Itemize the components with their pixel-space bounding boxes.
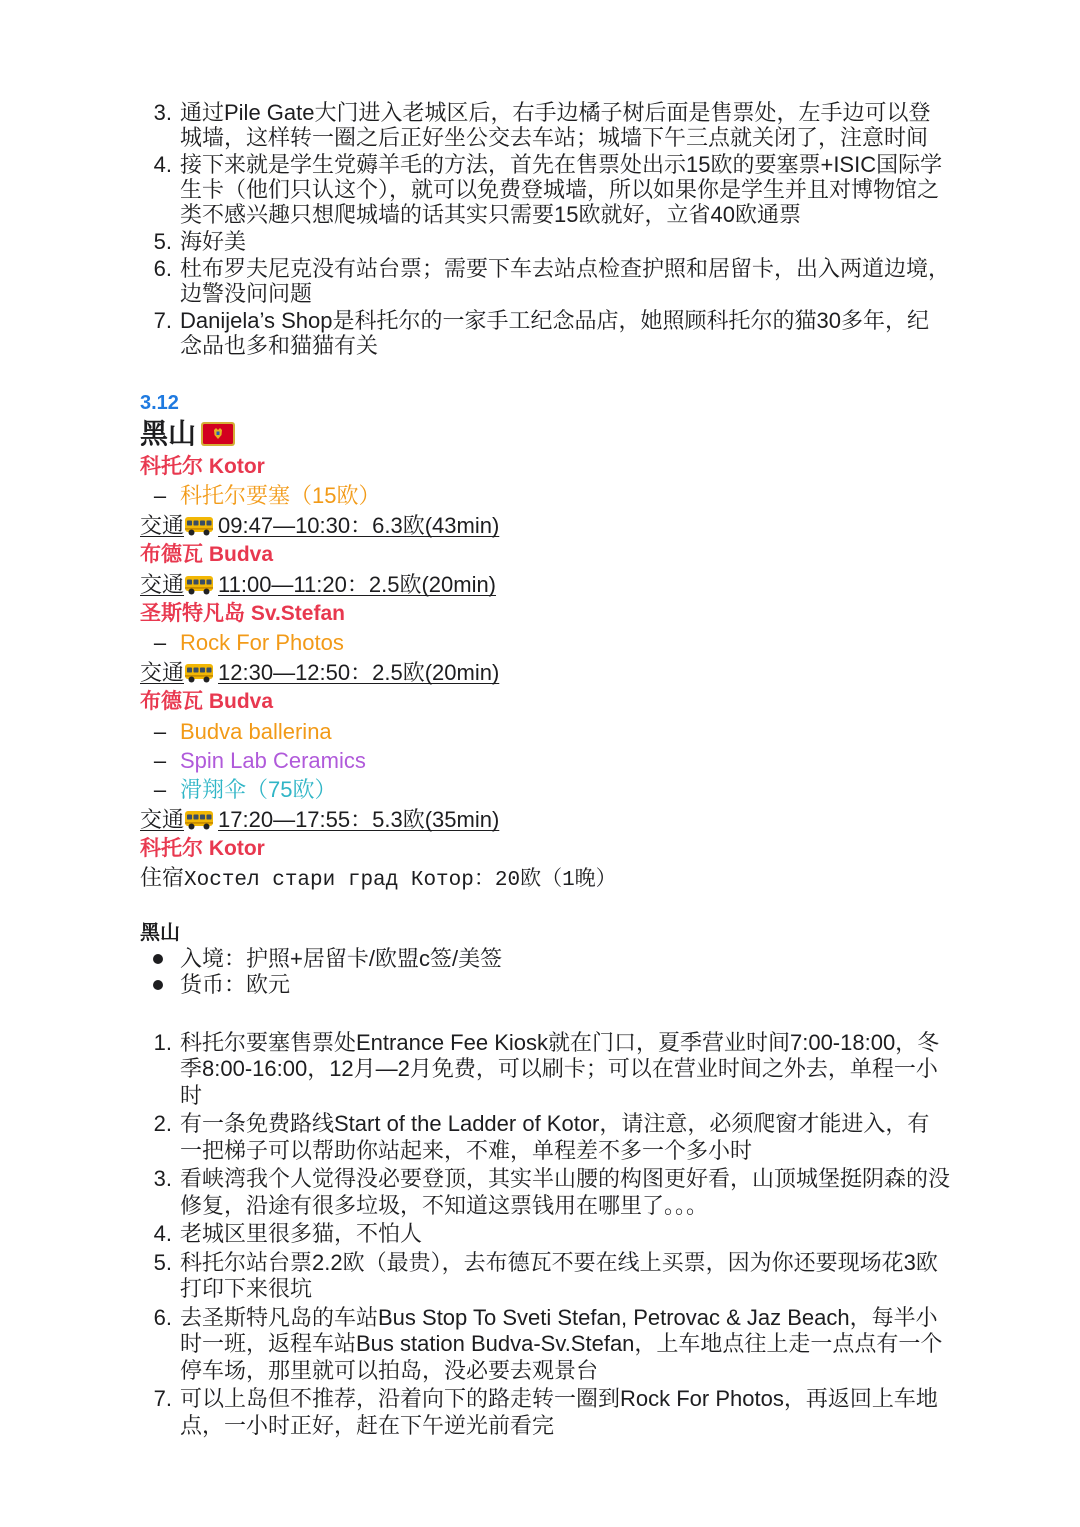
bus-icon [184, 662, 214, 684]
transport-info [140, 660, 499, 685]
list-number: 7. [153, 308, 172, 333]
info-heading: 黑山 [140, 921, 180, 944]
bus-icon [184, 809, 214, 831]
list-text: 老城区里很多猫，不怕人 [180, 1221, 423, 1247]
transport-time: 11:00—11:20：2.5欧(20min) [218, 571, 497, 597]
list-text: 杜布罗夫尼克没有站台票；需要下车去站点检查护照和居留卡，出入两道边境，边警没问问题 [180, 256, 951, 306]
sub-item [140, 775, 950, 804]
list-item [140, 1030, 950, 1110]
country-info [140, 920, 950, 1440]
list-item [140, 229, 950, 254]
place-kotor: 科托尔 Kotor [140, 837, 265, 861]
transport-row [140, 805, 950, 834]
transport-label: 交通 [140, 571, 185, 597]
sub-item [140, 481, 950, 510]
list-number: 7. [153, 1386, 172, 1412]
stay-name: Хостел стари град Котор：20欧（1晚） [184, 869, 617, 893]
place-budva: 布德瓦 Budva [140, 690, 274, 714]
day-date: 3.12 [140, 392, 179, 414]
stay-row [140, 863, 950, 892]
dash-marker: – [153, 747, 167, 773]
list-number: 6. [153, 1304, 172, 1330]
place-kotor: 科托尔 Kotor [140, 455, 265, 478]
transport-time: 12:30—12:50：2.5欧(20min) [218, 659, 500, 685]
transport-row [140, 511, 950, 540]
transport-row [140, 570, 950, 599]
list-item [140, 1386, 950, 1439]
bullet-marker [140, 954, 180, 964]
country-name: 黑山 [140, 418, 197, 449]
country-title [140, 416, 950, 452]
list-number: 2. [153, 1111, 172, 1137]
place-sv-stefan: 圣斯特凡岛 Sv.Stefan [140, 601, 345, 625]
bus-icon [184, 515, 214, 537]
montenegro-flag-icon [201, 422, 235, 446]
list-text: 科托尔要塞售票处Entrance Fee Kiosk就在门口，夏季营业时间7:00-18:00，冬季8:00-16:00，12月—2月免费，可以刷卡；可以在营业时间之外去，单程一小时 [180, 1029, 940, 1108]
stay-label: 住宿 [140, 865, 185, 891]
sub-item-text: Budva ballerina [180, 718, 332, 744]
list-text: 接下来就是学生党薅羊毛的方法，首先在售票处出示15欧的要塞票+ISIC国际学生卡（他们只认这个），就可以免费登城墙，所以如果你是学生并且对博物馆之类不感兴趣只想爬城墙的话其实只需要15欧就好，立省40欧通票 [180, 152, 943, 227]
dash-marker: – [153, 777, 167, 803]
sub-item [140, 628, 950, 657]
sub-item-text: 科托尔要塞（15欧） [180, 483, 381, 509]
transport-label: 交通 [140, 512, 185, 538]
sub-item-text: 滑翔伞（75欧） [180, 777, 337, 803]
list-text: 科托尔站台票2.2欧（最贵），去布德瓦不要在线上买票，因为你还要现场花3欧打印下来很坑 [180, 1249, 938, 1302]
dash-marker: – [153, 630, 167, 656]
list-item [140, 1221, 950, 1248]
bullet-item [140, 972, 950, 998]
sub-item-text: Spin Lab Ceramics [180, 747, 366, 773]
list-item [140, 1166, 950, 1219]
bullet-marker [140, 980, 180, 990]
list-text: 通过Pile Gate大门进入老城区后，右手边橘子树后面是售票处，左手边可以登城墙，这样转一圈之后正好坐公交去车站；城墙下午三点就关闭了，注意时间 [180, 100, 931, 150]
list-item [140, 1250, 950, 1303]
list-item [140, 100, 950, 150]
list-text: Danijela’s Shop是科托尔的一家手工纪念品店，她照顾科托尔的猫30多年，纪念品也多和猫猫有关 [180, 308, 929, 358]
list-item [140, 308, 950, 358]
list-text: 可以上岛但不推荐，沿着向下的路走转一圈到Rock For Photos，再返回上车地点，一小时正好，赶在下午逆光前看完 [180, 1386, 938, 1438]
sub-item [140, 717, 950, 746]
list-item [140, 1305, 950, 1385]
list-number: 3. [153, 1166, 172, 1192]
transport-label: 交通 [140, 659, 185, 685]
sub-item-text: Rock For Photos [180, 630, 344, 656]
transport-time: 09:47—10:30：6.3欧(43min) [218, 512, 500, 538]
list-number: 3. [153, 100, 172, 125]
list-item [140, 256, 950, 306]
transport-row [140, 658, 950, 687]
list-number: 5. [153, 1249, 172, 1275]
list-text: 看峡湾我个人觉得没必要登顶，其实半山腰的构图更好看，山顶城堡挺阴森的没修复，沿途有很多垃圾，不知道这票钱用在哪里了。。。 [180, 1166, 951, 1218]
transport-info [140, 807, 499, 832]
transport-label: 交通 [140, 806, 185, 832]
bullet-text: 货币：欧元 [180, 971, 291, 997]
list-item [140, 1111, 950, 1164]
bullet-text: 入境：护照+居留卡/欧盟c签/美签 [180, 945, 503, 971]
montenegro-tips-list [140, 1030, 950, 1440]
transport-info [140, 513, 499, 538]
sub-item [140, 746, 950, 775]
list-text: 去圣斯特凡岛的车站Bus Stop To Sveti Stefan, Petrovac & Jaz Beach，每半小时一班，返程车站Bus station Budva-Sv.Stefan，上车地点往上走一点点有一个停车场，那里就可以拍岛，没必要去观景台 [180, 1304, 943, 1383]
list-number: 4. [153, 1221, 172, 1247]
list-number: 5. [153, 229, 172, 254]
list-number: 1. [153, 1029, 172, 1055]
list-text: 海好美 [180, 229, 247, 254]
bus-icon [184, 574, 214, 596]
list-number: 6. [153, 256, 172, 281]
note-body [140, 100, 950, 1439]
dash-marker: – [153, 718, 167, 744]
transport-info [140, 572, 496, 597]
dubrovnik-tips-list [140, 100, 950, 358]
list-text: 有一条免费路线Start of the Ladder of Kotor，请注意，必须爬窗才能进入，有一把梯子可以帮助你站起来，不难，单程差不多一个多小时 [180, 1111, 930, 1163]
list-number: 4. [153, 152, 172, 177]
place-budva: 布德瓦 Budva [140, 543, 274, 567]
dash-marker: – [153, 483, 167, 509]
bullet-item [140, 946, 950, 972]
day-itinerary [140, 390, 950, 893]
transport-time: 17:20—17:55：5.3欧(35min) [218, 806, 500, 832]
list-item [140, 152, 950, 227]
